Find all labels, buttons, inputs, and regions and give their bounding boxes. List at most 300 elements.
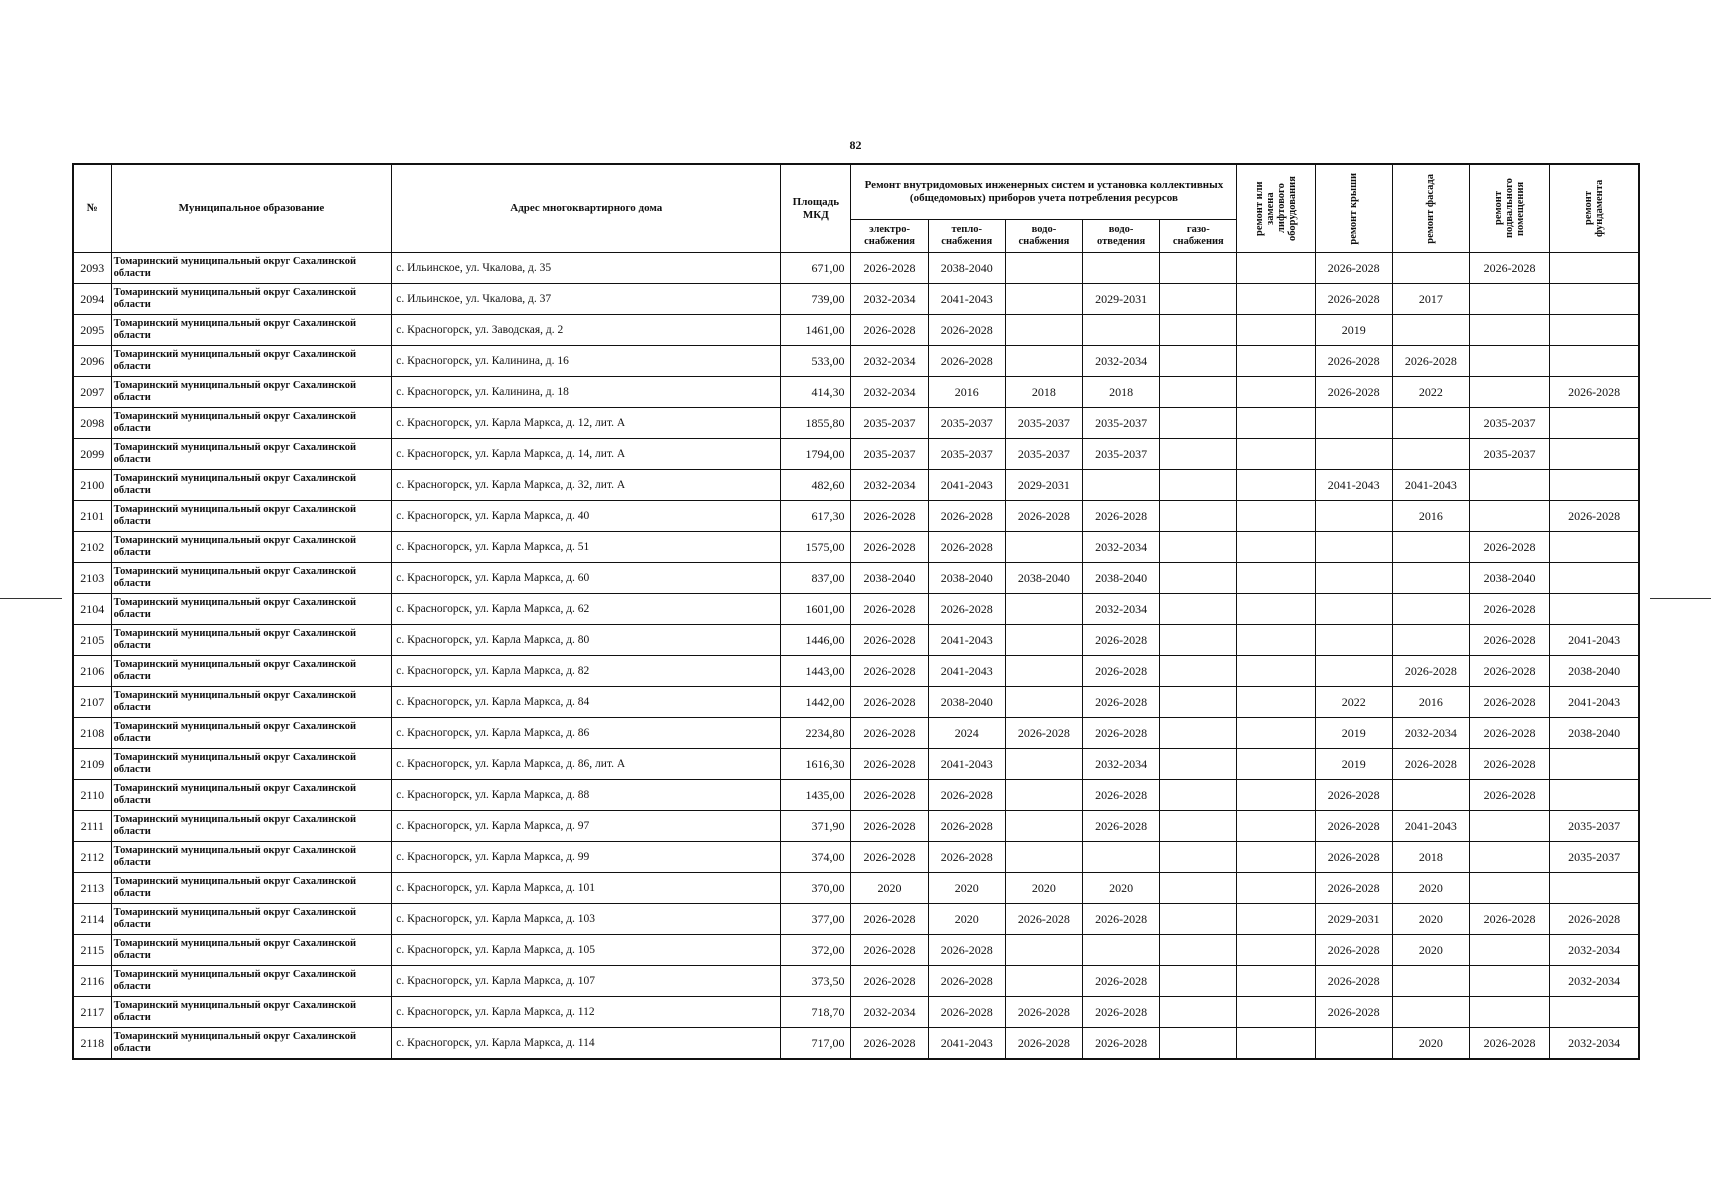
cell-electricity: 2038-2040 <box>851 563 928 594</box>
cell-number: 2112 <box>73 842 111 873</box>
cell-area: 1855,80 <box>781 408 851 439</box>
cell-facade <box>1392 253 1469 284</box>
table-row <box>73 253 1639 284</box>
cell-foundation: 2026-2028 <box>1550 904 1639 935</box>
cell-heating: 2026-2028 <box>928 315 1005 346</box>
header-heating: тепло-снабжения <box>928 220 1005 253</box>
cell-elevator <box>1237 842 1315 873</box>
cell-heating: 2026-2028 <box>928 780 1005 811</box>
cell-basement: 2026-2028 <box>1469 687 1549 718</box>
cell-water: 2018 <box>1005 377 1082 408</box>
cell-electricity: 2032-2034 <box>851 284 928 315</box>
cell-municipality: Томаринский муниципальный округ Сахалинской области <box>111 594 392 625</box>
cell-water <box>1005 780 1082 811</box>
cell-sewer: 2026-2028 <box>1083 501 1160 532</box>
cell-foundation: 2026-2028 <box>1550 377 1639 408</box>
cell-roof: 2026-2028 <box>1315 346 1392 377</box>
cell-area: 1461,00 <box>781 315 851 346</box>
cell-facade <box>1392 997 1469 1028</box>
cell-gas <box>1160 687 1237 718</box>
cell-sewer: 2026-2028 <box>1083 1028 1160 1060</box>
cell-municipality: Томаринский муниципальный округ Сахалинской области <box>111 284 392 315</box>
cell-sewer: 2026-2028 <box>1083 656 1160 687</box>
cell-foundation <box>1550 253 1639 284</box>
cell-number: 2095 <box>73 315 111 346</box>
cell-elevator <box>1237 532 1315 563</box>
cell-water <box>1005 594 1082 625</box>
cell-roof: 2019 <box>1315 315 1392 346</box>
cell-water <box>1005 687 1082 718</box>
cell-address: с. Красногорск, ул. Карла Маркса, д. 40 <box>392 501 781 532</box>
cell-number: 2099 <box>73 439 111 470</box>
cell-elevator <box>1237 315 1315 346</box>
cell-foundation: 2038-2040 <box>1550 656 1639 687</box>
table-row <box>73 904 1639 935</box>
cell-facade <box>1392 966 1469 997</box>
cell-gas <box>1160 625 1237 656</box>
table-row <box>73 687 1639 718</box>
cell-heating: 2026-2028 <box>928 842 1005 873</box>
cell-address: с. Красногорск, ул. Карла Маркса, д. 114 <box>392 1028 781 1060</box>
cell-basement: 2026-2028 <box>1469 780 1549 811</box>
cell-electricity: 2020 <box>851 873 928 904</box>
cell-address: с. Красногорск, ул. Карла Маркса, д. 84 <box>392 687 781 718</box>
cell-electricity: 2026-2028 <box>851 811 928 842</box>
cell-elevator <box>1237 470 1315 501</box>
cell-electricity: 2026-2028 <box>851 656 928 687</box>
cell-basement: 2035-2037 <box>1469 408 1549 439</box>
cell-water: 2026-2028 <box>1005 904 1082 935</box>
cell-municipality: Томаринский муниципальный округ Сахалинской области <box>111 687 392 718</box>
cell-sewer <box>1083 935 1160 966</box>
cell-basement: 2026-2028 <box>1469 749 1549 780</box>
cell-municipality: Томаринский муниципальный округ Сахалинской области <box>111 532 392 563</box>
cell-water <box>1005 811 1082 842</box>
cell-basement <box>1469 966 1549 997</box>
cell-basement: 2035-2037 <box>1469 439 1549 470</box>
table-row <box>73 811 1639 842</box>
cell-basement: 2026-2028 <box>1469 1028 1549 1060</box>
page-number: 82 <box>849 138 862 152</box>
cell-sewer: 2032-2034 <box>1083 532 1160 563</box>
cell-sewer: 2026-2028 <box>1083 997 1160 1028</box>
cell-sewer <box>1083 315 1160 346</box>
cell-facade: 2020 <box>1392 1028 1469 1060</box>
table-row <box>73 780 1639 811</box>
cell-facade <box>1392 594 1469 625</box>
cell-water <box>1005 253 1082 284</box>
cell-roof <box>1315 439 1392 470</box>
table-row <box>73 997 1639 1028</box>
cell-area: 1443,00 <box>781 656 851 687</box>
cell-heating: 2038-2040 <box>928 687 1005 718</box>
cell-heating: 2041-2043 <box>928 470 1005 501</box>
cell-gas <box>1160 408 1237 439</box>
cell-water <box>1005 532 1082 563</box>
cell-address: с. Красногорск, ул. Карла Маркса, д. 82 <box>392 656 781 687</box>
cell-foundation <box>1550 315 1639 346</box>
cell-basement <box>1469 470 1549 501</box>
cell-gas <box>1160 315 1237 346</box>
cell-water: 2020 <box>1005 873 1082 904</box>
cell-municipality: Томаринский муниципальный округ Сахалинской области <box>111 625 392 656</box>
cell-basement: 2026-2028 <box>1469 718 1549 749</box>
cell-water <box>1005 842 1082 873</box>
cell-facade <box>1392 532 1469 563</box>
cell-electricity: 2026-2028 <box>851 718 928 749</box>
cell-elevator <box>1237 966 1315 997</box>
cell-elevator <box>1237 687 1315 718</box>
cell-gas <box>1160 966 1237 997</box>
cell-electricity: 2026-2028 <box>851 315 928 346</box>
cell-water <box>1005 625 1082 656</box>
cell-address: с. Красногорск, ул. Карла Маркса, д. 86 <box>392 718 781 749</box>
cell-gas <box>1160 346 1237 377</box>
cell-municipality: Томаринский муниципальный округ Сахалинской области <box>111 315 392 346</box>
cell-heating: 2026-2028 <box>928 935 1005 966</box>
cell-roof <box>1315 532 1392 563</box>
table-row <box>73 749 1639 780</box>
cell-gas <box>1160 718 1237 749</box>
cell-gas <box>1160 284 1237 315</box>
cell-address: с. Красногорск, ул. Карла Маркса, д. 80 <box>392 625 781 656</box>
cell-gas <box>1160 873 1237 904</box>
cell-number: 2101 <box>73 501 111 532</box>
header-electricity: электро-снабжения <box>851 220 928 253</box>
cell-area: 617,30 <box>781 501 851 532</box>
cell-roof: 2026-2028 <box>1315 377 1392 408</box>
cell-elevator <box>1237 377 1315 408</box>
cell-heating: 2024 <box>928 718 1005 749</box>
cell-address: с. Красногорск, ул. Калинина, д. 16 <box>392 346 781 377</box>
table-row <box>73 563 1639 594</box>
cell-gas <box>1160 842 1237 873</box>
cell-address: с. Красногорск, ул. Карла Маркса, д. 112 <box>392 997 781 1028</box>
cell-area: 1442,00 <box>781 687 851 718</box>
table-row <box>73 284 1639 315</box>
cell-address: с. Красногорск, ул. Карла Маркса, д. 88 <box>392 780 781 811</box>
cell-basement: 2026-2028 <box>1469 656 1549 687</box>
cell-facade: 2020 <box>1392 935 1469 966</box>
header-water: водо-снабжения <box>1005 220 1082 253</box>
cell-address: с. Ильинское, ул. Чкалова, д. 35 <box>392 253 781 284</box>
cell-electricity: 2032-2034 <box>851 997 928 1028</box>
cell-sewer: 2035-2037 <box>1083 439 1160 470</box>
cell-electricity: 2026-2028 <box>851 532 928 563</box>
cell-area: 482,60 <box>781 470 851 501</box>
cell-gas <box>1160 377 1237 408</box>
cell-basement <box>1469 377 1549 408</box>
cell-electricity: 2026-2028 <box>851 501 928 532</box>
cell-facade: 2026-2028 <box>1392 346 1469 377</box>
table-row <box>73 935 1639 966</box>
cell-foundation <box>1550 439 1639 470</box>
cell-roof <box>1315 408 1392 439</box>
cell-facade: 2016 <box>1392 687 1469 718</box>
cell-foundation <box>1550 408 1639 439</box>
cell-number: 2116 <box>73 966 111 997</box>
cell-basement <box>1469 284 1549 315</box>
cell-electricity: 2026-2028 <box>851 687 928 718</box>
cell-number: 2109 <box>73 749 111 780</box>
header-elevator <box>1237 164 1315 253</box>
cell-facade: 2041-2043 <box>1392 470 1469 501</box>
cell-facade: 2026-2028 <box>1392 749 1469 780</box>
cell-roof: 2041-2043 <box>1315 470 1392 501</box>
table-row <box>73 346 1639 377</box>
cell-facade: 2022 <box>1392 377 1469 408</box>
cell-sewer <box>1083 842 1160 873</box>
cell-municipality: Томаринский муниципальный округ Сахалинской области <box>111 935 392 966</box>
cell-number: 2096 <box>73 346 111 377</box>
cell-sewer: 2026-2028 <box>1083 966 1160 997</box>
cell-area: 370,00 <box>781 873 851 904</box>
cell-sewer: 2038-2040 <box>1083 563 1160 594</box>
cell-sewer <box>1083 253 1160 284</box>
cell-area: 373,50 <box>781 966 851 997</box>
cell-elevator <box>1237 501 1315 532</box>
cell-basement: 2026-2028 <box>1469 594 1549 625</box>
cell-roof: 2019 <box>1315 749 1392 780</box>
cell-roof <box>1315 625 1392 656</box>
cell-heating: 2026-2028 <box>928 501 1005 532</box>
cell-electricity: 2026-2028 <box>851 594 928 625</box>
cell-water: 2026-2028 <box>1005 501 1082 532</box>
cell-facade <box>1392 439 1469 470</box>
cell-electricity: 2026-2028 <box>851 966 928 997</box>
cell-electricity: 2032-2034 <box>851 346 928 377</box>
cell-elevator <box>1237 1028 1315 1060</box>
header-num: № <box>73 164 111 253</box>
cell-number: 2098 <box>73 408 111 439</box>
cell-address: с. Красногорск, ул. Карла Маркса, д. 99 <box>392 842 781 873</box>
cell-gas <box>1160 439 1237 470</box>
cell-facade <box>1392 780 1469 811</box>
cell-elevator <box>1237 904 1315 935</box>
cell-number: 2114 <box>73 904 111 935</box>
cell-area: 414,30 <box>781 377 851 408</box>
cell-foundation <box>1550 532 1639 563</box>
cell-address: с. Красногорск, ул. Карла Маркса, д. 103 <box>392 904 781 935</box>
cell-gas <box>1160 563 1237 594</box>
cell-area: 717,00 <box>781 1028 851 1060</box>
cell-basement <box>1469 315 1549 346</box>
cell-elevator <box>1237 935 1315 966</box>
cell-number: 2103 <box>73 563 111 594</box>
header-sewer: водо-отведения <box>1083 220 1160 253</box>
header-facade <box>1392 164 1469 253</box>
cell-gas <box>1160 935 1237 966</box>
table-row <box>73 501 1639 532</box>
cell-sewer: 2026-2028 <box>1083 811 1160 842</box>
cell-foundation: 2041-2043 <box>1550 625 1639 656</box>
cell-area: 371,90 <box>781 811 851 842</box>
table-row <box>73 377 1639 408</box>
cell-roof <box>1315 594 1392 625</box>
scan-cut-line-right <box>1650 598 1711 599</box>
cell-municipality: Томаринский муниципальный округ Сахалинской области <box>111 780 392 811</box>
cell-address: с. Красногорск, ул. Заводская, д. 2 <box>392 315 781 346</box>
cell-area: 1601,00 <box>781 594 851 625</box>
cell-foundation: 2035-2037 <box>1550 842 1639 873</box>
header-systems-group: Ремонт внутридомовых инженерных систем и установка коллективных (общедомовых) приборов учета потребления ресурсов <box>851 164 1237 220</box>
cell-roof <box>1315 563 1392 594</box>
cell-foundation <box>1550 780 1639 811</box>
cell-water <box>1005 749 1082 780</box>
cell-elevator <box>1237 873 1315 904</box>
cell-facade: 2041-2043 <box>1392 811 1469 842</box>
header-foundation-text: ремонт фундамента <box>1583 179 1606 238</box>
cell-electricity: 2032-2034 <box>851 470 928 501</box>
cell-electricity: 2035-2037 <box>851 408 928 439</box>
cell-water <box>1005 315 1082 346</box>
cell-sewer: 2020 <box>1083 873 1160 904</box>
cell-electricity: 2026-2028 <box>851 1028 928 1060</box>
cell-area: 671,00 <box>781 253 851 284</box>
cell-electricity: 2026-2028 <box>851 253 928 284</box>
cell-elevator <box>1237 656 1315 687</box>
cell-area: 377,00 <box>781 904 851 935</box>
cell-gas <box>1160 904 1237 935</box>
cell-basement <box>1469 811 1549 842</box>
cell-roof <box>1315 1028 1392 1060</box>
header-facade-text: ремонт фасада <box>1425 173 1437 244</box>
cell-roof: 2026-2028 <box>1315 873 1392 904</box>
cell-municipality: Томаринский муниципальный округ Сахалинской области <box>111 718 392 749</box>
cell-heating: 2041-2043 <box>928 1028 1005 1060</box>
cell-foundation <box>1550 873 1639 904</box>
cell-facade: 2016 <box>1392 501 1469 532</box>
cell-water: 2035-2037 <box>1005 408 1082 439</box>
cell-electricity: 2026-2028 <box>851 935 928 966</box>
header-roof <box>1315 164 1392 253</box>
cell-water <box>1005 966 1082 997</box>
cell-foundation: 2041-2043 <box>1550 687 1639 718</box>
cell-area: 2234,80 <box>781 718 851 749</box>
housing-register-table <box>72 163 1640 1060</box>
cell-address: с. Красногорск, ул. Калинина, д. 18 <box>392 377 781 408</box>
cell-gas <box>1160 656 1237 687</box>
table-row <box>73 656 1639 687</box>
cell-foundation: 2032-2034 <box>1550 966 1639 997</box>
cell-number: 2100 <box>73 470 111 501</box>
cell-municipality: Томаринский муниципальный округ Сахалинской области <box>111 842 392 873</box>
table-row <box>73 718 1639 749</box>
cell-number: 2117 <box>73 997 111 1028</box>
header-roof-text: ремонт крыши <box>1348 172 1360 245</box>
cell-elevator <box>1237 594 1315 625</box>
cell-sewer: 2026-2028 <box>1083 687 1160 718</box>
table-row <box>73 315 1639 346</box>
cell-municipality: Томаринский муниципальный округ Сахалинской области <box>111 811 392 842</box>
cell-address: с. Красногорск, ул. Карла Маркса, д. 62 <box>392 594 781 625</box>
cell-municipality: Томаринский муниципальный округ Сахалинской области <box>111 997 392 1028</box>
cell-foundation <box>1550 749 1639 780</box>
cell-elevator <box>1237 439 1315 470</box>
cell-area: 1435,00 <box>781 780 851 811</box>
cell-address: с. Красногорск, ул. Карла Маркса, д. 101 <box>392 873 781 904</box>
header-foundation <box>1550 164 1639 253</box>
cell-roof: 2026-2028 <box>1315 997 1392 1028</box>
cell-heating: 2041-2043 <box>928 625 1005 656</box>
cell-foundation <box>1550 284 1639 315</box>
cell-water <box>1005 346 1082 377</box>
table-row <box>73 439 1639 470</box>
cell-foundation: 2035-2037 <box>1550 811 1639 842</box>
cell-heating: 2026-2028 <box>928 532 1005 563</box>
cell-heating: 2035-2037 <box>928 408 1005 439</box>
cell-gas <box>1160 470 1237 501</box>
cell-water: 2026-2028 <box>1005 1028 1082 1060</box>
cell-municipality: Томаринский муниципальный округ Сахалинской области <box>111 656 392 687</box>
cell-municipality: Томаринский муниципальный округ Сахалинской области <box>111 563 392 594</box>
header-gas: газо-снабжения <box>1160 220 1237 253</box>
cell-gas <box>1160 253 1237 284</box>
cell-area: 1794,00 <box>781 439 851 470</box>
cell-heating: 2026-2028 <box>928 594 1005 625</box>
cell-area: 837,00 <box>781 563 851 594</box>
cell-heating: 2026-2028 <box>928 346 1005 377</box>
cell-heating: 2041-2043 <box>928 749 1005 780</box>
cell-municipality: Томаринский муниципальный округ Сахалинской области <box>111 904 392 935</box>
cell-heating: 2026-2028 <box>928 811 1005 842</box>
cell-municipality: Томаринский муниципальный округ Сахалинской области <box>111 346 392 377</box>
cell-sewer <box>1083 470 1160 501</box>
cell-area: 374,00 <box>781 842 851 873</box>
table-row <box>73 470 1639 501</box>
cell-basement: 2038-2040 <box>1469 563 1549 594</box>
cell-elevator <box>1237 780 1315 811</box>
cell-municipality: Томаринский муниципальный округ Сахалинской области <box>111 1028 392 1060</box>
header-basement <box>1469 164 1549 253</box>
cell-number: 2106 <box>73 656 111 687</box>
cell-municipality: Томаринский муниципальный округ Сахалинской области <box>111 470 392 501</box>
table-row <box>73 408 1639 439</box>
cell-sewer: 2032-2034 <box>1083 749 1160 780</box>
cell-heating: 2016 <box>928 377 1005 408</box>
cell-address: с. Красногорск, ул. Карла Маркса, д. 12, лит. А <box>392 408 781 439</box>
cell-address: с. Красногорск, ул. Карла Маркса, д. 60 <box>392 563 781 594</box>
cell-number: 2097 <box>73 377 111 408</box>
cell-basement: 2026-2028 <box>1469 625 1549 656</box>
table-header <box>73 164 1639 253</box>
cell-gas <box>1160 749 1237 780</box>
cell-address: с. Красногорск, ул. Карла Маркса, д. 86, лит. А <box>392 749 781 780</box>
cell-roof: 2026-2028 <box>1315 811 1392 842</box>
cell-electricity: 2026-2028 <box>851 780 928 811</box>
cell-elevator <box>1237 749 1315 780</box>
cell-sewer: 2026-2028 <box>1083 904 1160 935</box>
cell-roof <box>1315 656 1392 687</box>
table-row <box>73 842 1639 873</box>
cell-gas <box>1160 811 1237 842</box>
cell-foundation <box>1550 470 1639 501</box>
cell-water <box>1005 284 1082 315</box>
cell-heating: 2041-2043 <box>928 284 1005 315</box>
cell-address: с. Красногорск, ул. Карла Маркса, д. 105 <box>392 935 781 966</box>
cell-area: 718,70 <box>781 997 851 1028</box>
cell-number: 2102 <box>73 532 111 563</box>
cell-number: 2118 <box>73 1028 111 1060</box>
cell-elevator <box>1237 563 1315 594</box>
cell-heating: 2035-2037 <box>928 439 1005 470</box>
table-row <box>73 625 1639 656</box>
cell-facade: 2017 <box>1392 284 1469 315</box>
cell-facade <box>1392 315 1469 346</box>
cell-basement <box>1469 346 1549 377</box>
cell-gas <box>1160 501 1237 532</box>
cell-elevator <box>1237 284 1315 315</box>
